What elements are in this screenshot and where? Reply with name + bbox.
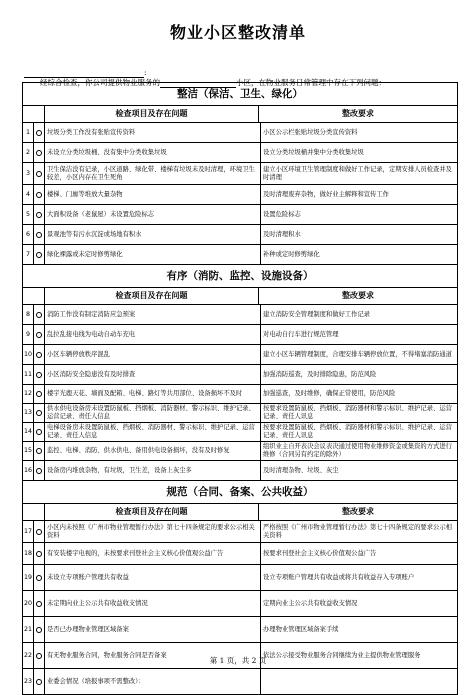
table-row	[23, 305, 457, 325]
row-issue: 未设立专项账户管理共有收益	[45, 565, 261, 590]
table-row	[23, 385, 457, 404]
row-issue: 是否已办理物业管理区域备案	[45, 617, 261, 642]
header-requirement: 整改要求	[342, 291, 374, 300]
row-number: 16	[23, 461, 34, 480]
row-issue: 监控、电梯、消防、供水供电、备用供电设备损坏，没有及时修复	[45, 442, 261, 460]
section-title: 规范（合同、备案、公共收益）	[23, 481, 457, 504]
table-row	[23, 617, 457, 643]
row-issue: 消防工作没有制定消防应急预案	[45, 305, 261, 324]
circle-icon	[36, 252, 42, 258]
intro-text-a: 经综合检查，你公司提供物业服务的	[40, 78, 160, 87]
table-row	[23, 345, 457, 365]
row-issue: 小区车辆停放秩序混乱	[45, 345, 261, 364]
page-title: 物业小区整改清单	[169, 23, 306, 42]
circle-icon	[36, 232, 42, 238]
row-requirement: 对电动自行车进行规范管理	[263, 330, 339, 338]
circle-icon	[36, 212, 42, 218]
circle-icon	[36, 627, 42, 633]
row-issue: 乱拉乱接电线为电动自动车充电	[45, 325, 261, 344]
header-requirement: 整改要求	[342, 109, 374, 118]
row-issue: 有安装楼宇电视的，未按要求刊登社会主义核心价值观公益广告	[45, 543, 261, 564]
table-row	[23, 245, 457, 265]
row-requirement: 加强巡查，及时维修，确保正常使用，防范风险	[263, 390, 396, 397]
row-requirement: 及时清理杂物、垃圾、灰尘	[263, 466, 339, 474]
circle-icon	[36, 150, 42, 156]
row-issue: 未设立分类垃圾桶、没有集中分类收集垃圾	[45, 143, 261, 162]
row-number: 3	[23, 163, 34, 184]
row-requirement: 依法公示接受物业服务合同继续为业主提供物业管理服务	[263, 651, 421, 659]
row-number: 20	[23, 591, 34, 616]
table-row	[23, 521, 457, 543]
header-requirement: 整改要求	[342, 507, 374, 516]
row-requirement	[261, 669, 457, 694]
section-title: 有序（消防、监控、设施设备）	[23, 265, 457, 288]
row-requirement: 定期向业主公示共有收益收支情况	[263, 599, 358, 607]
table-row	[23, 205, 457, 225]
row-checkbox[interactable]	[34, 143, 45, 162]
row-requirement: 建立小区车辆管理制度，合理安排车辆停放位置，不得堵塞消防通道	[263, 350, 452, 358]
row-checkbox[interactable]	[34, 305, 45, 324]
intro-text-b: 小区，在物业服务日常管理中存在下列问题：	[236, 78, 386, 87]
row-issue: 业委会情况（培报事项不需整改）：	[45, 669, 261, 694]
row-number: 7	[23, 245, 34, 264]
row-checkbox[interactable]	[34, 442, 45, 460]
section-header-row	[23, 504, 457, 521]
header-issue: 检查项目及存在问题	[45, 288, 259, 304]
table-row	[23, 404, 457, 423]
row-issue: 大面积设备（老鼠屋）未设置危险标志	[45, 205, 261, 224]
row-requirement: 小区公示栏张贴垃圾分类宣传资料	[263, 128, 358, 136]
row-requirement: 办理物业管理区域备案手续	[263, 625, 339, 633]
row-number: 5	[23, 205, 34, 224]
row-checkbox[interactable]	[34, 617, 45, 642]
row-number: 15	[23, 442, 34, 460]
row-requirement: 设立分类垃圾桶并集中分类收集垃圾	[263, 148, 364, 156]
row-requirement: 按要求设置防鼠板、挡烟板、消防器材和警示标识、维护记录、运营记录、责任人讯息	[263, 405, 452, 420]
intro-colon: :	[144, 68, 147, 77]
circle-icon	[36, 410, 42, 416]
row-checkbox[interactable]	[34, 325, 45, 344]
row-requirement: 组织业主自开表决会议表决通过使用物业维修资金或集资的方式进行维修（合同另有约定的除外）	[263, 443, 452, 458]
row-checkbox[interactable]	[34, 565, 45, 590]
row-checkbox[interactable]	[34, 423, 45, 441]
row-number: 9	[23, 325, 34, 344]
table-row	[23, 543, 457, 565]
row-issue: 供水供电设备房未设置防鼠板、挡烟板、消防器材、警示标识、维护记录、运营记录、责任人信息	[45, 404, 261, 422]
table-row	[23, 565, 457, 591]
table-row	[23, 123, 457, 143]
header-spacer	[23, 106, 45, 122]
row-number: 17	[23, 521, 34, 542]
circle-icon	[36, 601, 42, 607]
circle-icon	[36, 575, 42, 581]
table-row	[23, 185, 457, 205]
row-checkbox[interactable]	[34, 385, 45, 403]
company-name-blank	[24, 68, 144, 78]
row-requirement: 补种或定时修剪绿化	[263, 250, 320, 258]
circle-icon	[36, 352, 42, 358]
header-issue: 检查项目及存在问题	[45, 504, 259, 520]
row-checkbox[interactable]	[34, 591, 45, 616]
row-requirement: 按要求刊登社会主义核心价值观公益广告	[263, 549, 377, 557]
row-requirement: 设置危险标志	[263, 210, 301, 218]
row-checkbox[interactable]	[34, 185, 45, 204]
circle-icon	[36, 468, 42, 474]
table-row	[23, 225, 457, 245]
row-issue: 卫生保洁没有记录，小区道路、绿化带、楼梯有垃圾未及时清理，环境卫生较差，小区内存在卫生死角	[45, 163, 261, 184]
row-requirement: 设立专项账户管理共有收益或将共有收益存入专项账户	[263, 573, 415, 581]
row-number: 12	[23, 385, 34, 403]
row-number: 8	[23, 305, 34, 324]
row-checkbox[interactable]	[34, 543, 45, 564]
table-row	[23, 461, 457, 481]
row-issue: 楼宇光鹿天花、墙面及配箱、电梯、路灯等共用部位、设备损坏不及时	[45, 385, 261, 403]
row-issue: 有无物业服务合同，物业服务合同是否备案	[45, 643, 261, 668]
row-requirement: 严格按照《广州市物业管理暂行办法》第七十四条规定的要求公示相关资料	[263, 523, 452, 539]
section-header-row	[23, 288, 457, 305]
row-requirement: 及时清理积水	[263, 230, 301, 238]
row-checkbox[interactable]	[34, 521, 45, 542]
row-requirement: 建立小区环境卫生管理制度和做好工作记录，定期安排人员检查并及时清理	[263, 165, 452, 181]
row-checkbox[interactable]	[34, 205, 45, 224]
table-row	[23, 143, 457, 163]
header-spacer	[23, 504, 45, 520]
row-issue: 设备房内堆放杂物，有垃圾，卫生差，设备上灰尘多	[45, 461, 261, 480]
row-number: 13	[23, 404, 34, 422]
table-row	[23, 442, 457, 461]
table-row	[23, 365, 457, 385]
row-issue: 未定期向业主公示共有收益收支情况	[45, 591, 261, 616]
page-footer: 第 1 页，共 2 页	[209, 656, 267, 665]
row-issue: 小区内未按照《广州市物业管理暂行办法》第七十四条规定的要求公示相关资料	[45, 521, 261, 542]
row-number: 1	[23, 123, 34, 142]
row-checkbox[interactable]	[34, 123, 45, 142]
row-issue: 电梯设备房未设置防鼠板、挡烟板、消防器材、警示标识、维护记录、运营记录、责任人信息	[45, 423, 261, 441]
row-number: 2	[23, 143, 34, 162]
table-row	[23, 669, 457, 694]
table-row	[23, 591, 457, 617]
row-issue: 楼梯、门廊等堆放大量杂物	[45, 185, 261, 204]
row-number: 18	[23, 543, 34, 564]
circle-icon	[36, 312, 42, 318]
rectification-table	[22, 82, 458, 695]
table-row	[23, 325, 457, 345]
header-issue: 检查项目及存在问题	[45, 106, 259, 122]
circle-icon	[36, 130, 42, 136]
row-number: 10	[23, 345, 34, 364]
row-issue: 景观池等有污水沉淀或场地有积水	[45, 225, 261, 244]
table-row	[23, 163, 457, 185]
row-requirement: 及时清理废弃杂物，做好业主解释和宣传工作	[263, 190, 389, 198]
circle-icon	[36, 551, 42, 557]
row-number: 6	[23, 225, 34, 244]
circle-icon	[36, 372, 42, 378]
row-requirement: 建立消防安全管理制度和做好工作记录	[263, 310, 371, 318]
row-issue: 绿化裸露或未定时修剪绿化	[45, 245, 261, 264]
circle-icon	[36, 171, 42, 177]
row-number: 4	[23, 185, 34, 204]
row-checkbox[interactable]	[34, 225, 45, 244]
row-number: 19	[23, 565, 34, 590]
circle-icon	[36, 429, 42, 435]
row-number: 22	[23, 643, 34, 668]
row-number: 14	[23, 423, 34, 441]
row-requirement: 加强消防巡查，及时排除隐患，防范风险	[263, 370, 377, 378]
row-checkbox[interactable]	[34, 163, 45, 184]
row-checkbox[interactable]	[34, 461, 45, 480]
circle-icon	[36, 332, 42, 338]
circle-icon	[36, 448, 42, 454]
section-title: 整洁（保洁、卫生、绿化）	[23, 83, 457, 106]
header-spacer	[23, 288, 45, 304]
table-row	[23, 423, 457, 442]
row-checkbox[interactable]	[34, 669, 45, 694]
row-checkbox[interactable]	[34, 345, 45, 364]
circle-icon	[36, 679, 42, 685]
row-requirement: 按要求设置防鼠板、挡烟板、消防器材和警示标识、维护记录、运营记录、责任人讯息	[263, 424, 452, 439]
row-number: 21	[23, 617, 34, 642]
row-number: 11	[23, 365, 34, 384]
row-checkbox[interactable]	[34, 245, 45, 264]
row-issue: 小区消防安全隐患没有及时排查	[45, 365, 261, 384]
circle-icon	[36, 529, 42, 535]
circle-icon	[36, 391, 42, 397]
row-issue: 垃圾分类工作没有张贴宣传资料	[45, 123, 261, 142]
circle-icon	[36, 192, 42, 198]
row-checkbox[interactable]	[34, 404, 45, 422]
row-checkbox[interactable]	[34, 365, 45, 384]
row-number: 23	[23, 669, 34, 694]
section-header-row	[23, 106, 457, 123]
